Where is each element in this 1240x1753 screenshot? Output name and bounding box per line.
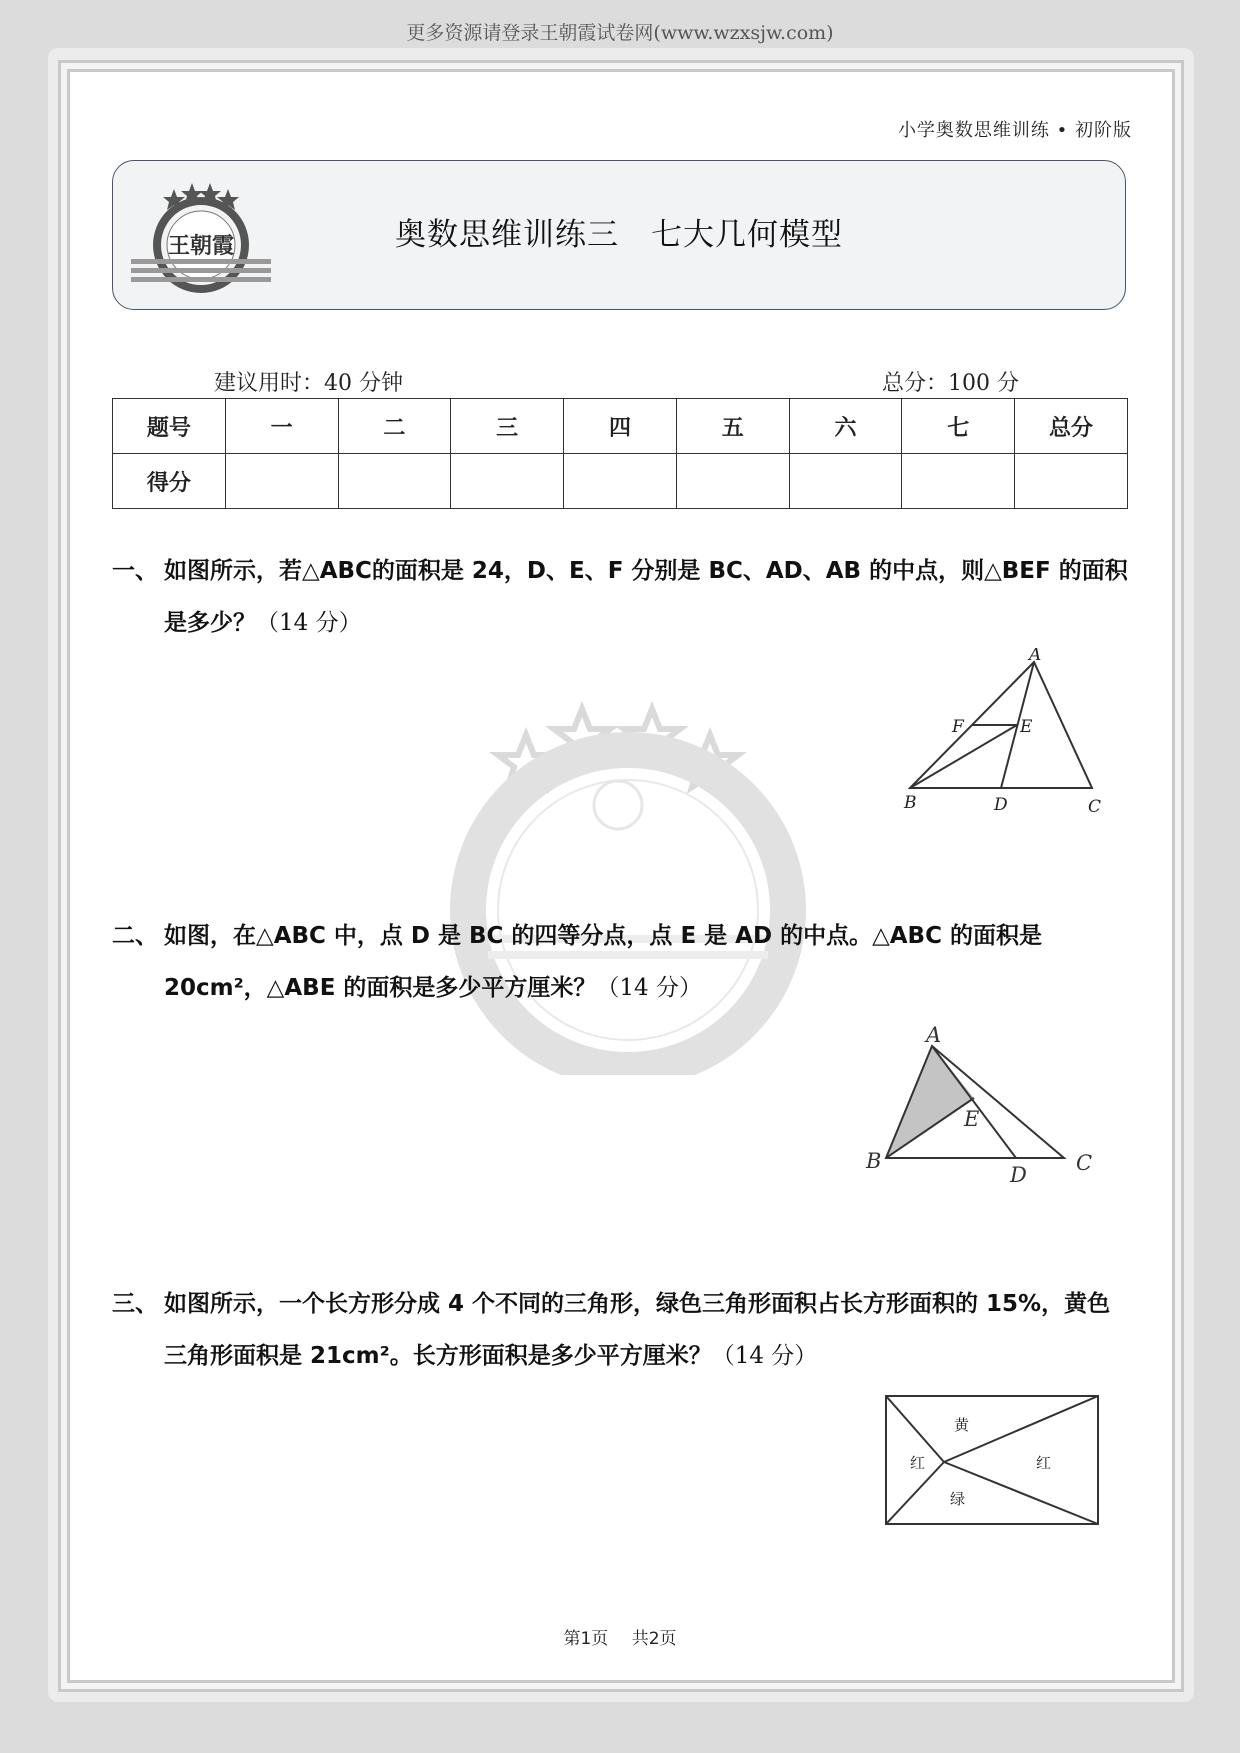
table-header-cell: 二 <box>338 399 451 454</box>
score-table <box>112 398 1128 509</box>
question-2 <box>112 910 1128 1014</box>
question-3 <box>112 1278 1128 1382</box>
score-cell[interactable] <box>338 454 451 509</box>
question-points: （14 分） <box>256 610 362 636</box>
site-banner: 更多资源请登录王朝霞试卷网(www.wzxsjw.com) <box>406 22 834 44</box>
figure-triangle-abe <box>858 1022 1098 1192</box>
label-b: B <box>866 1149 882 1173</box>
label-e: E <box>964 1107 980 1131</box>
label-red-left: 红 <box>910 1454 926 1472</box>
table-header-cell: 总分 <box>1015 399 1128 454</box>
title-box <box>112 160 1126 310</box>
score-cell[interactable] <box>451 454 564 509</box>
question-points: （14 分） <box>596 975 702 1001</box>
table-header-cell: 四 <box>564 399 677 454</box>
score-cell[interactable] <box>902 454 1015 509</box>
label-a: A <box>1029 648 1042 665</box>
label-c: C <box>1088 797 1102 817</box>
figure-rectangle <box>880 1390 1105 1530</box>
table-header-row <box>113 399 1128 454</box>
label-a: A <box>926 1023 942 1047</box>
question-1 <box>112 545 1128 649</box>
question-points: （14 分） <box>711 1343 818 1369</box>
label-b: B <box>904 793 917 813</box>
score-cell[interactable] <box>564 454 677 509</box>
page-title: 奥数思维训练三 七大几何模型 <box>395 217 843 253</box>
table-header-cell: 七 <box>902 399 1015 454</box>
question-number: 一、 <box>112 558 158 584</box>
score-cell[interactable] <box>676 454 789 509</box>
question-number: 三、 <box>112 1291 158 1317</box>
label-e: E <box>1020 717 1033 737</box>
label-c: C <box>1076 1151 1093 1175</box>
series-tag: 小学奥数思维训练 • 初阶版 <box>897 120 1132 141</box>
score-cell[interactable] <box>789 454 902 509</box>
page-footer: 第1页 共2页 <box>563 1629 677 1649</box>
total-score: 总分：100 分 <box>882 371 1019 396</box>
table-row <box>113 454 1128 509</box>
question-text: 如图，在△ABC 中，点 D 是 BC 的四等分点，点 E 是 AD 的中点。△ABC 的面积是 20cm²，△ABE 的面积是多少平方厘米？ <box>164 923 1042 1001</box>
label-d: D <box>994 795 1008 815</box>
question-text: 如图所示，若△ABC的面积是 24，D、E、F 分别是 BC、AD、AB 的中点，则△BEF 的面积是多少？ <box>164 558 1128 636</box>
brand-watermark-icon <box>448 685 808 1075</box>
score-cell[interactable] <box>1015 454 1128 509</box>
question-number: 二、 <box>112 923 158 949</box>
table-header-cell: 五 <box>676 399 789 454</box>
label-green: 绿 <box>950 1490 966 1508</box>
score-cell[interactable] <box>225 454 338 509</box>
table-header-cell: 一 <box>225 399 338 454</box>
label-d: D <box>1010 1163 1027 1187</box>
table-header-cell: 题号 <box>113 399 226 454</box>
suggested-time: 建议用时：40 分钟 <box>214 371 403 396</box>
figure-triangle-abc <box>900 648 1110 818</box>
question-text: 如图所示，一个长方形分成 4 个不同的三角形，绿色三角形面积占长方形面积的 15%，黄色三角形面积是 21cm²。长方形面积是多少平方厘米？ <box>164 1291 1111 1369</box>
row-label: 得分 <box>113 454 226 509</box>
table-header-cell: 六 <box>789 399 902 454</box>
label-red-right: 红 <box>1036 1454 1052 1472</box>
logo-text: 王朝霞 <box>167 233 235 259</box>
label-yellow: 黄 <box>954 1416 970 1434</box>
table-header-cell: 三 <box>451 399 564 454</box>
label-f: F <box>952 717 964 737</box>
